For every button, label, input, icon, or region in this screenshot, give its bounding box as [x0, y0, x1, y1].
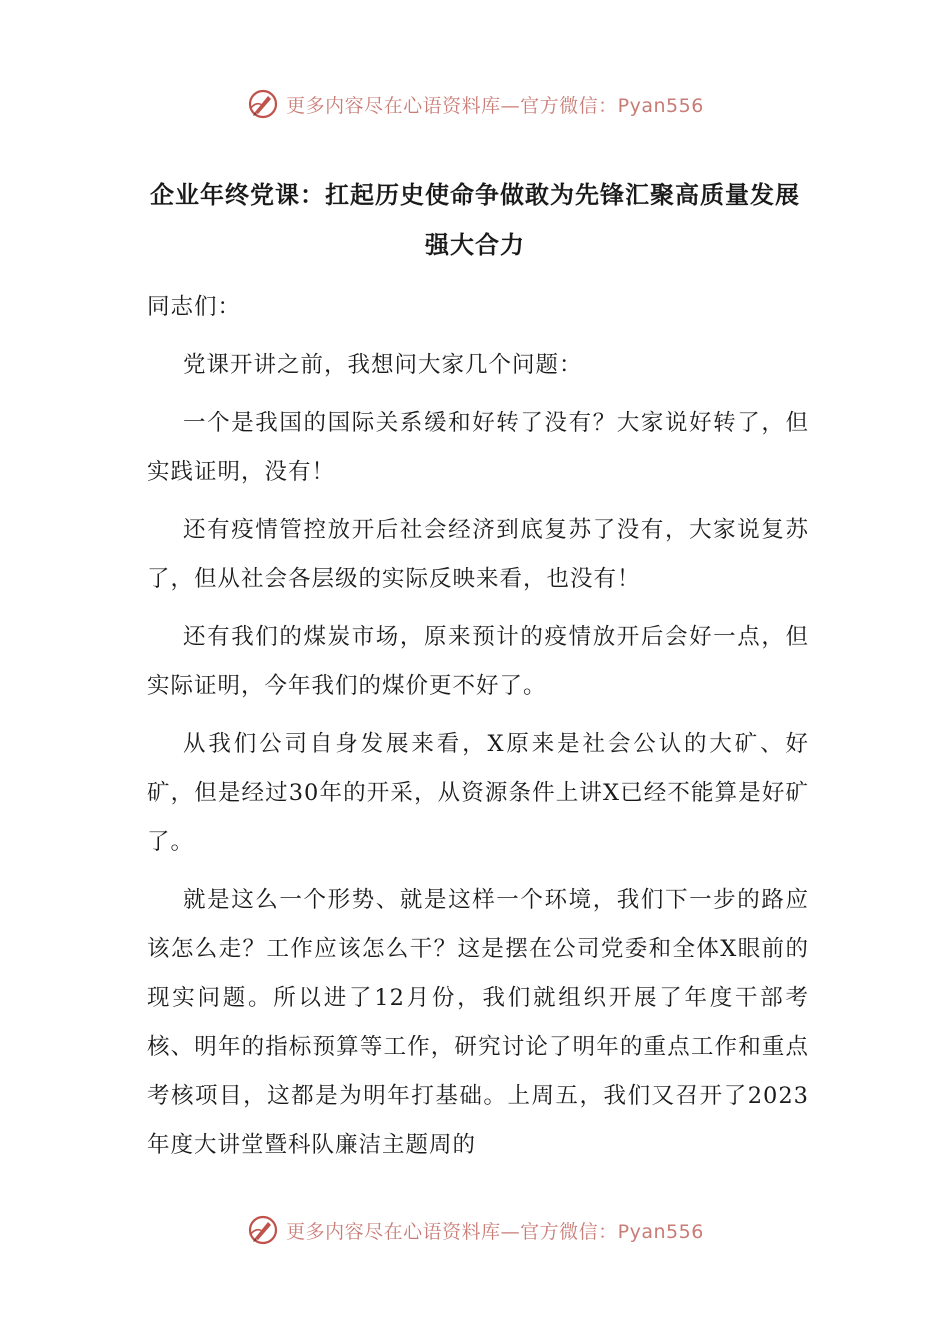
watermark-banner-top	[0, 84, 950, 124]
paragraph-2: 一个是我国的国际关系缓和好转了没有？大家说好转了，但实践证明，没有！	[147, 410, 809, 485]
paragraph-4: 还有我们的煤炭市场，原来预计的疫情放开后会好一点，但实际证明，今年我们的煤价更不好了。	[147, 624, 809, 699]
salutation: 同志们：	[147, 294, 242, 320]
watermark-text: 更多内容尽在心语资料库—官方微信：Pyan556	[286, 94, 704, 117]
watermark-handle: Pyan556	[617, 94, 704, 117]
paragraph-1: 党课开讲之前，我想问大家几个问题：	[183, 352, 583, 378]
pen-logo-icon	[246, 1213, 280, 1247]
paragraph-5: 从我们公司自身发展来看，X原来是社会公认的大矿、好矿，但是经过30年的开采，从资源条件上讲X已经不能算是好矿了。	[147, 731, 809, 855]
document-title: 企业年终党课：扛起历史使命争做敢为先锋汇聚高质量发展强大合力	[150, 180, 800, 259]
watermark-handle: Pyan556	[617, 1220, 704, 1243]
watermark-text: 更多内容尽在心语资料库—官方微信：Pyan556	[286, 1220, 704, 1243]
paragraph-6: 就是这么一个形势、就是这样一个环境，我们下一步的路应该怎么走？工作应该怎么干？这是摆在公司党委和全体X眼前的现实问题。所以进了12月份，我们就组织开展了年度干部考核、明年的指标预算等工作，研究讨论了明年的重点工作和重点考核项目，这都是为明年打基础。上周五，我们又召开了2023年度大讲堂暨科队廉洁主题周的	[147, 887, 809, 1158]
pen-logo-icon	[246, 87, 280, 121]
watermark-banner-bottom	[0, 1210, 950, 1250]
paragraph-3: 还有疫情管控放开后社会经济到底复苏了没有，大家说复苏了，但从社会各层级的实际反映来看，也没有！	[147, 517, 809, 592]
document-body	[147, 283, 809, 1179]
